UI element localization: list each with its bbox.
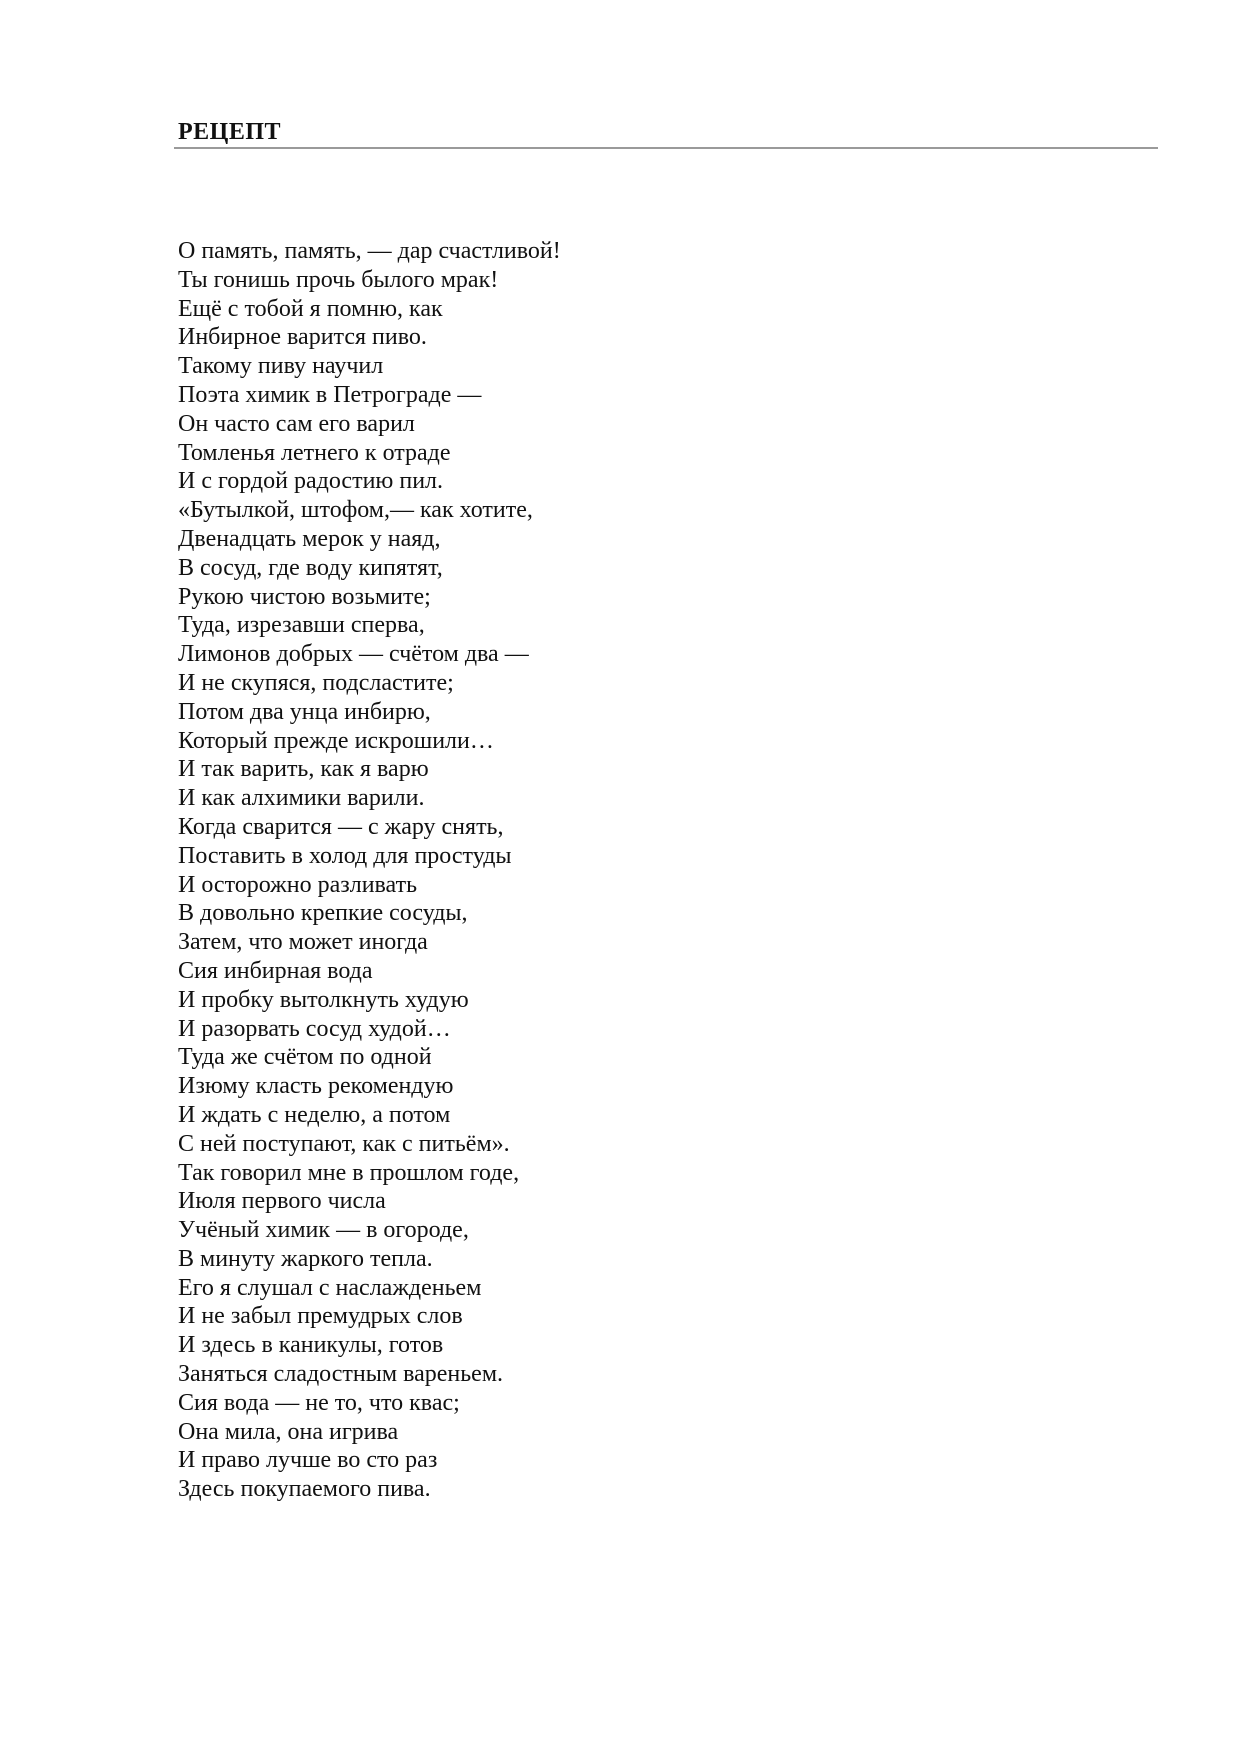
poem-text [178,237,561,1504]
poem-line: Поставить в холод для простуды [178,842,512,869]
poem-line: Сия инбирная вода [178,957,373,984]
poem-line: Здесь покупаемого пива. [178,1476,431,1503]
poem-line: И пробку вытолкнуть худую [178,986,469,1013]
title-divider [174,147,1158,149]
poem-line: И ждать с неделю, а потом [178,1101,451,1128]
poem-line: Ты гонишь прочь былого мрак! [178,266,499,293]
poem-line: Туда же счётом по одной [178,1044,432,1071]
poem-line: Такому пиву научил [178,353,384,380]
poem-line: И право лучше во сто раз [178,1447,438,1474]
poem-line: «Бутылкой, штофом,— как хотите, [178,497,533,524]
poem-line: Июля первого числа [178,1188,386,1215]
poem-line: Учёный химик — в огороде, [178,1217,469,1244]
poem-line: Который прежде искрошили… [178,727,494,754]
poem-line: В довольно крепкие сосуды, [178,900,468,927]
poem-line: Сия вода — не то, что квас; [178,1389,460,1416]
poem-line: И не скупяся, подсластите; [178,669,454,696]
poem-line: С ней поступают, как с питьём». [178,1130,510,1157]
poem-line: И так варить, как я варю [178,756,429,783]
poem-line: И не забыл премудрых слов [178,1303,463,1330]
poem-line: Лимонов добрых — счётом два — [178,641,529,668]
poem-line: Когда сварится — с жару снять, [178,813,504,840]
poem-line: Ещё с тобой я помню, как [178,295,443,322]
poem-line: Потом два унца инбирю, [178,698,431,725]
poem-line: И разорвать сосуд худой… [178,1015,451,1042]
poem-line: Затем, что может иногда [178,929,428,956]
poem-line: Двенадцать мерок у наяд, [178,525,441,552]
poem-line: В минуту жаркого тепла. [178,1245,433,1272]
poem-line: Она мила, она игрива [178,1418,399,1445]
poem-line: Туда, изрезавши сперва, [178,612,425,639]
poem-line: О память, память, — дар счастливой! [178,238,561,264]
poem-line: Рукою чистою возьмите; [178,583,431,610]
poem-line: И с гордой радостию пил. [178,468,444,495]
poem-line: Так говорил мне в прошлом годе, [178,1159,520,1186]
poem-line: И здесь в каникулы, готов [178,1332,444,1359]
poem-line: Он часто сам его варил [178,410,415,437]
poem-line: И осторожно разливать [178,871,418,898]
poem-line: И как алхимики варили. [178,785,425,812]
poem-line: Томленья летнего к отраде [178,439,451,466]
poem-line: Инбирное варится пиво. [178,324,427,351]
poem-line: Поэта химик в Петрограде — [178,381,482,408]
page-title: РЕЦЕПТ [178,119,282,145]
poem-line: Заняться сладостным вареньем. [178,1361,504,1388]
poem-line: В сосуд, где воду кипятят, [178,554,443,581]
poem-line: Изюму класть рекомендую [178,1073,454,1100]
poem-line: Его я слушал с наслажденьем [178,1274,482,1301]
